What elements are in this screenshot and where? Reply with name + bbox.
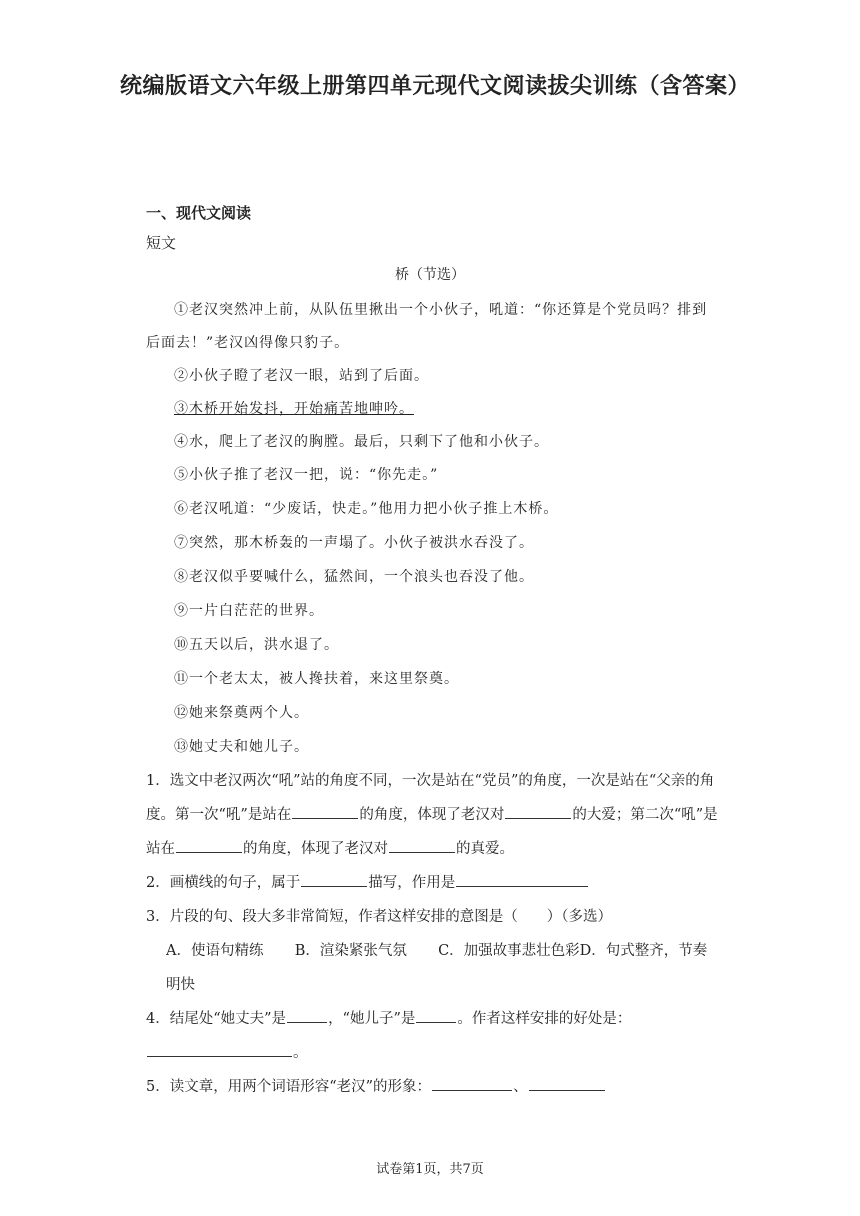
paragraph-2: ②小伙子瞪了老汉一眼，站到了后面。 xyxy=(174,368,429,384)
paragraph-3-underlined: ③木桥开始发抖，开始痛苦地呻吟。 xyxy=(174,401,414,417)
q4-text-b: ，“她儿子”是 xyxy=(328,1011,416,1027)
q3-option-a[interactable]: A．使语句精练 xyxy=(166,943,264,959)
q4-text-d: 。 xyxy=(293,1045,308,1061)
short-text-label: 短文 xyxy=(146,234,177,252)
paragraph-9: ⑨一片白茫茫的世界。 xyxy=(174,603,324,619)
q4-text-a: 4．结尾处“她丈夫”是 xyxy=(146,1011,287,1027)
q2-blank-2[interactable] xyxy=(456,870,588,887)
question-3-stem: 3．片段的句、段大多非常简短，作者这样安排的意图是（ ）（多选） xyxy=(146,909,612,925)
paragraph-11: ⑪一个老太太，被人搀扶着，来这里祭奠。 xyxy=(174,671,459,687)
q1-blank-4[interactable] xyxy=(389,836,455,853)
q2-text-b: 描写，作用是 xyxy=(368,875,456,891)
page-footer: 试卷第1页，共7页 xyxy=(376,1162,484,1177)
paragraph-10: ⑩五天以后，洪水退了。 xyxy=(174,637,339,653)
q4-blank-3[interactable] xyxy=(147,1040,292,1057)
q1-blank-3[interactable] xyxy=(176,836,242,853)
q1-text-d: 的角度，体现了老汉对 xyxy=(243,841,388,857)
paragraph-7: ⑦突然，那木桥轰的一声塌了。小伙子被洪水吞没了。 xyxy=(174,535,534,551)
paragraph-8: ⑧老汉似乎要喊什么，猛然间，一个浪头也吞没了他。 xyxy=(174,569,534,585)
q4-blank-1[interactable] xyxy=(287,1006,327,1023)
paragraph-1: ①老汉突然冲上前，从队伍里揪出一个小伙子，吼道：“你还算是个党员吗？排到后面去！”老汉凶得像只豹子。 xyxy=(146,302,708,351)
q2-text-a: 2．画横线的句子，属于 xyxy=(146,875,301,891)
question-5 xyxy=(146,1070,720,1104)
paragraph-5: ⑤小伙子推了老汉一把，说：“你先走。” xyxy=(174,467,439,483)
question-3-options xyxy=(166,934,720,1002)
q1-blank-2[interactable] xyxy=(505,802,571,819)
section-heading: 一、现代文阅读 xyxy=(146,204,252,222)
q1-text-c: 的大爱；第二次“吼”是站在 xyxy=(146,807,718,857)
q2-blank-1[interactable] xyxy=(301,870,367,887)
document-title: 统编版语文六年级上册第四单元现代文阅读拔尖训练（含答案） xyxy=(120,74,751,99)
question-4 xyxy=(146,1002,720,1070)
q4-text-c: 。作者这样安排的好处是： xyxy=(457,1011,632,1027)
q3-option-c[interactable]: C．加强故事悲壮色彩 xyxy=(438,943,580,959)
q1-blank-1[interactable] xyxy=(292,802,358,819)
q5-blank-2[interactable] xyxy=(529,1074,605,1091)
q3-option-d[interactable]: D．句式整齐，节奏明快 xyxy=(166,943,708,993)
paragraph-4: ④水，爬上了老汉的胸膛。最后，只剩下了他和小伙子。 xyxy=(174,434,549,450)
passage-title: 桥（节选） xyxy=(395,267,465,283)
q5-text-a: 5．读文章，用两个词语形容“老汉”的形象： xyxy=(146,1079,432,1095)
paragraph-12: ⑫她来祭奠两个人。 xyxy=(174,705,309,721)
paragraph-13: ⑬她丈夫和她儿子。 xyxy=(174,739,309,755)
q5-text-b: 、 xyxy=(513,1079,528,1095)
q5-blank-1[interactable] xyxy=(432,1074,512,1091)
q4-blank-2[interactable] xyxy=(416,1006,456,1023)
question-1 xyxy=(146,764,720,866)
q1-text-a: 1．选文中老汉两次“吼”站的角度不同，一次是站在“党员”的角度，一次是站在“父亲的角度。第一次“吼”是站在 xyxy=(146,773,715,823)
q1-text-b: 的角度，体现了老汉对 xyxy=(359,807,505,823)
question-2 xyxy=(146,866,720,900)
q1-text-e: 的真爱。 xyxy=(456,841,514,857)
q3-option-b[interactable]: B．渲染紧张气氛 xyxy=(294,943,407,959)
paragraph-6: ⑥老汉吼道：“少废话，快走。”他用力把小伙子推上木桥。 xyxy=(174,501,559,517)
